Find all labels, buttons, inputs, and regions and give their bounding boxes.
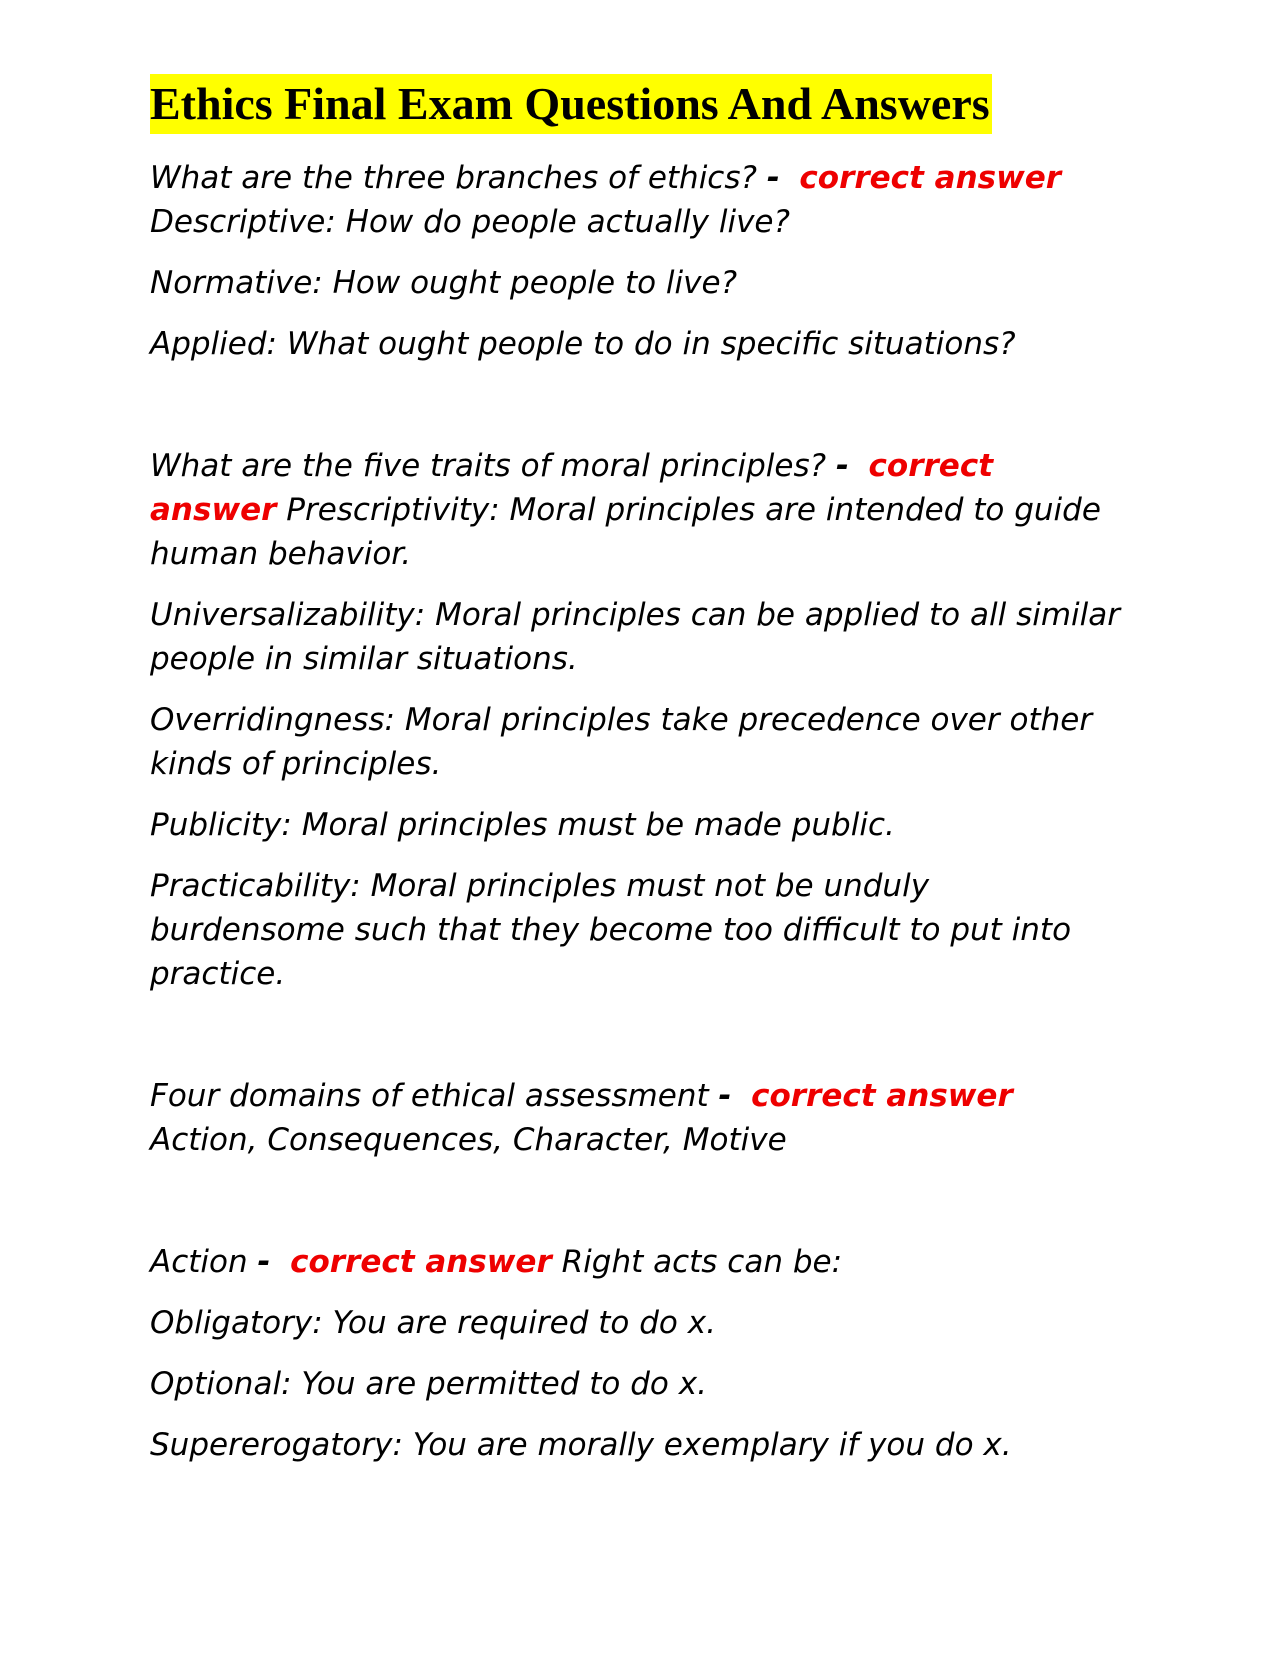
document-title: Ethics Final Exam Questions And Answers [150,74,992,134]
answer-line: Practicability: Moral principles must not be unduly burdensome such that they become too difficult to put into practice. [150,868,1072,992]
answer-line: Applied: What ought people to do in specific situations? [150,326,1016,362]
question-text: Action [150,1244,248,1280]
qa-block-domains [150,1074,1130,1162]
answer-line: Universalizability: Moral principles can be applied to all similar people in similar situations. [150,597,1121,677]
correct-answer-label: correct answer [290,1244,552,1280]
answer-text: Action, Consequences, Character, Motive [150,1122,787,1158]
qa-question-line [150,1074,1130,1162]
section-spacer [150,1179,1130,1240]
question-text: Four domains of ethical assessment [150,1078,709,1114]
answer-line: Supererogatory: You are morally exemplary if you do x. [150,1427,1012,1463]
qa-block-traits [150,444,1130,996]
qa-block-action [150,1240,1130,1467]
answer-text: Prescriptivity: Moral principles are intended to guide human behavior. [150,492,1101,572]
qa-question-line [150,1240,1130,1284]
answer-text: Right acts can be: [561,1244,843,1280]
dash-separator: - [835,448,849,484]
section-spacer [150,383,1130,444]
correct-answer-label: correct answer [150,448,994,528]
dash-separator: - [718,1078,732,1114]
answer-line: Normative: How ought people to live? [150,265,738,301]
question-text: What are the five traits of moral principles? [150,448,827,484]
answer-line: Overridingness: Moral principles take precedence over other kinds of principles. [150,702,1093,782]
correct-answer-label: correct answer [751,1078,1013,1114]
answer-line: Optional: You are permitted to do x. [150,1366,707,1402]
correct-answer-label: correct answer [799,160,1062,196]
qa-question-line [150,444,1130,576]
document-page [150,74,1130,1484]
section-spacer [150,1013,1130,1074]
answer-line: Obligatory: You are required to do x. [150,1305,716,1341]
qa-question-line [150,156,1130,244]
question-text: What are the three branches of ethics? [150,160,757,196]
answer-line: Publicity: Moral principles must be made public. [150,807,895,843]
qa-block-branches [150,156,1130,366]
dash-separator: - [257,1244,271,1280]
dash-separator: - [766,160,780,196]
answer-text: Descriptive: How do people actually live? [150,204,790,240]
